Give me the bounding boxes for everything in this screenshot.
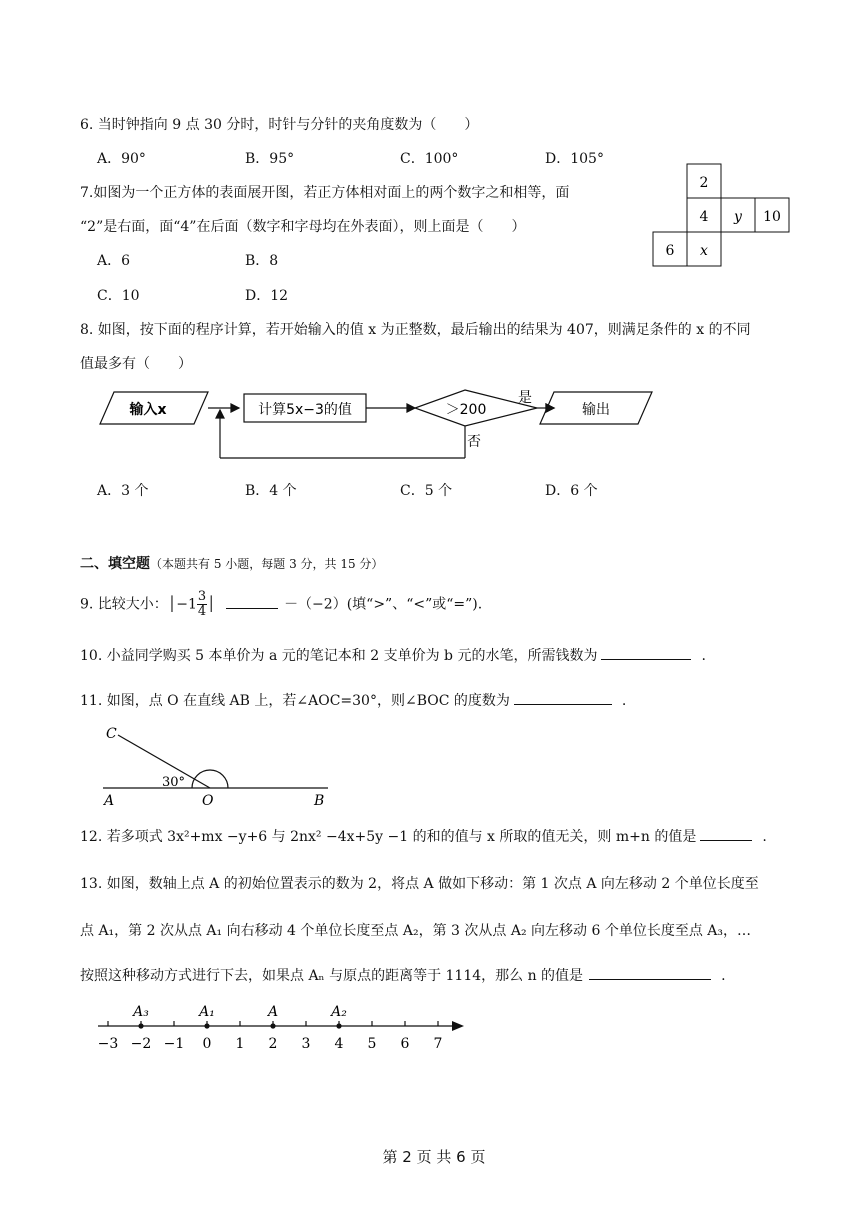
- q13-line3: 按照这种移动方式进行下去，如果点 Aₙ 与原点的距离等于 1114，那么 n 的值是: [80, 968, 584, 984]
- q12-text: 12. 若多项式 3x²+mx −y+6 与 2nx² −4x+5y −1 的和的值与 x 所取的值无关，则 m+n 的值是: [80, 829, 697, 845]
- q6-option-b: B．95°: [245, 151, 295, 167]
- q7-line2: “2”是右面，面“4”在后面（数字和字母均在外表面），则上面是（ ）: [80, 219, 526, 235]
- q10-end: .: [701, 648, 706, 664]
- number-line-tick-label: −3: [97, 1036, 119, 1052]
- q6-stem: 6. 当时钟指向 9 点 30 分时，时针与分针的夹角度数为（ ）: [80, 117, 479, 133]
- q9-abs-open: │−1: [167, 596, 197, 613]
- number-line-tick-label: −2: [130, 1036, 152, 1052]
- number-line-tick-label: 0: [202, 1036, 212, 1052]
- number-line-arrow: [452, 1021, 464, 1031]
- number-line-point: [270, 1023, 275, 1028]
- number-line-tick-label: 3: [301, 1036, 311, 1052]
- q9-fraction: [197, 590, 207, 619]
- q11-label-c: C: [106, 726, 117, 742]
- cube-net-figure: [650, 162, 792, 268]
- net-cell-6: 6: [665, 243, 675, 259]
- q11-end: .: [621, 693, 627, 709]
- q9-prefix: 9. 比较大小：: [80, 596, 168, 613]
- q9-suffix: －（−2）(填“>”、“<”或“=”).: [284, 596, 483, 613]
- q13-line1: 13. 如图，数轴上点 A 的初始位置表示的数为 2，将点 A 做如下移动：第 1 次点 A 向左移动 2 个单位长度至: [80, 876, 759, 892]
- q8-option-d: D．6 个: [545, 483, 598, 499]
- q7-line1: 7.如图为一个正方体的表面展开图，若正方体相对面上的两个数字之和相等，面: [80, 185, 570, 201]
- q8-option-b: B．4 个: [245, 483, 297, 499]
- q11-label-o: O: [202, 793, 214, 809]
- q10: [80, 645, 706, 665]
- flow-condition: ＞200: [445, 402, 487, 418]
- number-line-tick-label: 6: [400, 1036, 410, 1052]
- q7-option-c: C．10: [97, 288, 140, 304]
- q9-frac-num: 3: [197, 589, 207, 604]
- number-line-tick-label: 1: [235, 1036, 245, 1052]
- flow-input: 输入x: [129, 402, 167, 418]
- q8-option-c: C．5 个: [400, 483, 453, 499]
- number-line-point: [138, 1023, 143, 1028]
- number-line-point-label: A₁: [199, 1004, 215, 1020]
- q13-line3-wrap: [80, 965, 726, 985]
- net-cell-x: x: [700, 243, 708, 259]
- q8-option-a: A．3 个: [97, 483, 149, 499]
- q13-line2: 点 A₁，第 2 次从点 A₁ 向右移动 4 个单位长度至点 A₂，第 3 次从点 A₂ 向左移动 6 个单位长度至点 A₃，…: [80, 923, 751, 939]
- q9-frac-den: 4: [197, 604, 207, 619]
- q7-option-d: D．12: [245, 288, 289, 304]
- q11-label-b: B: [314, 793, 325, 809]
- q6-option-d: D．105°: [545, 151, 604, 167]
- q11-angle-label: 30°: [162, 775, 186, 790]
- q6-option-a: A．90°: [97, 151, 146, 167]
- section-heading: [80, 553, 383, 573]
- q12: [80, 826, 767, 846]
- number-line-tick-label: 5: [367, 1036, 377, 1052]
- net-cell-y: y: [734, 209, 742, 225]
- number-line-tick-label: 4: [334, 1036, 344, 1052]
- number-line-point: [204, 1023, 209, 1028]
- section-note: （本题共有 5 小题，每题 3 分，共 15 分）: [150, 557, 384, 571]
- number-line-tick-label: 7: [433, 1036, 443, 1052]
- flow-output: 输出: [582, 402, 610, 418]
- flowchart-figure: [96, 386, 656, 464]
- flow-yes: 是: [518, 390, 532, 406]
- flow-no: 否: [467, 434, 481, 450]
- q8-line1: 8. 如图，按下面的程序计算，若开始输入的值 x 为正整数，最后输出的结果为 407，则满足条件的 x 的不同: [80, 322, 751, 338]
- q10-text: 10. 小益同学购买 5 本单价为 a 元的笔记本和 2 支单价为 b 元的水笔，所需钱数为: [80, 648, 598, 664]
- q7-option-b: B．8: [245, 253, 279, 269]
- flow-compute: 计算5x−3的值: [258, 402, 352, 418]
- q11-angle-figure: [98, 722, 338, 812]
- net-cell-2: 2: [699, 175, 709, 191]
- q13-end: .: [721, 968, 726, 984]
- q7-option-a: A．6: [97, 253, 131, 269]
- q11-text: 11. 如图，点 O 在直线 AB 上，若∠AOC=30°，则∠BOC 的度数为: [80, 693, 510, 709]
- q8-line2: 值最多有（ ）: [80, 356, 192, 372]
- number-line-point: [336, 1023, 341, 1028]
- number-line-point-label: A₃: [133, 1004, 149, 1020]
- q10-answer-blank[interactable]: [601, 645, 691, 660]
- number-line-point-label: A₂: [331, 1004, 347, 1020]
- q11-answer-blank[interactable]: [514, 690, 612, 705]
- number-line-tick-label: 2: [268, 1036, 278, 1052]
- net-cell-10: 10: [763, 209, 781, 225]
- q12-answer-blank[interactable]: [700, 826, 752, 841]
- q9-answer-blank[interactable]: [226, 594, 278, 609]
- number-line-figure: [90, 998, 480, 1058]
- net-cell-4: 4: [699, 209, 709, 225]
- section-title: 二、填空题: [80, 556, 150, 572]
- number-line-tick-label: −1: [163, 1036, 185, 1052]
- q6-option-c: C．100°: [400, 151, 459, 167]
- number-line-point-label: A: [267, 1004, 279, 1020]
- q13-answer-blank[interactable]: [589, 965, 711, 980]
- q12-end: .: [762, 829, 767, 845]
- q11: [80, 690, 626, 710]
- q9: [80, 590, 482, 619]
- q11-label-a: A: [104, 793, 115, 809]
- q9-abs-close: │: [207, 596, 216, 613]
- page-footer: 第 2 页 共 6 页: [382, 1148, 486, 1166]
